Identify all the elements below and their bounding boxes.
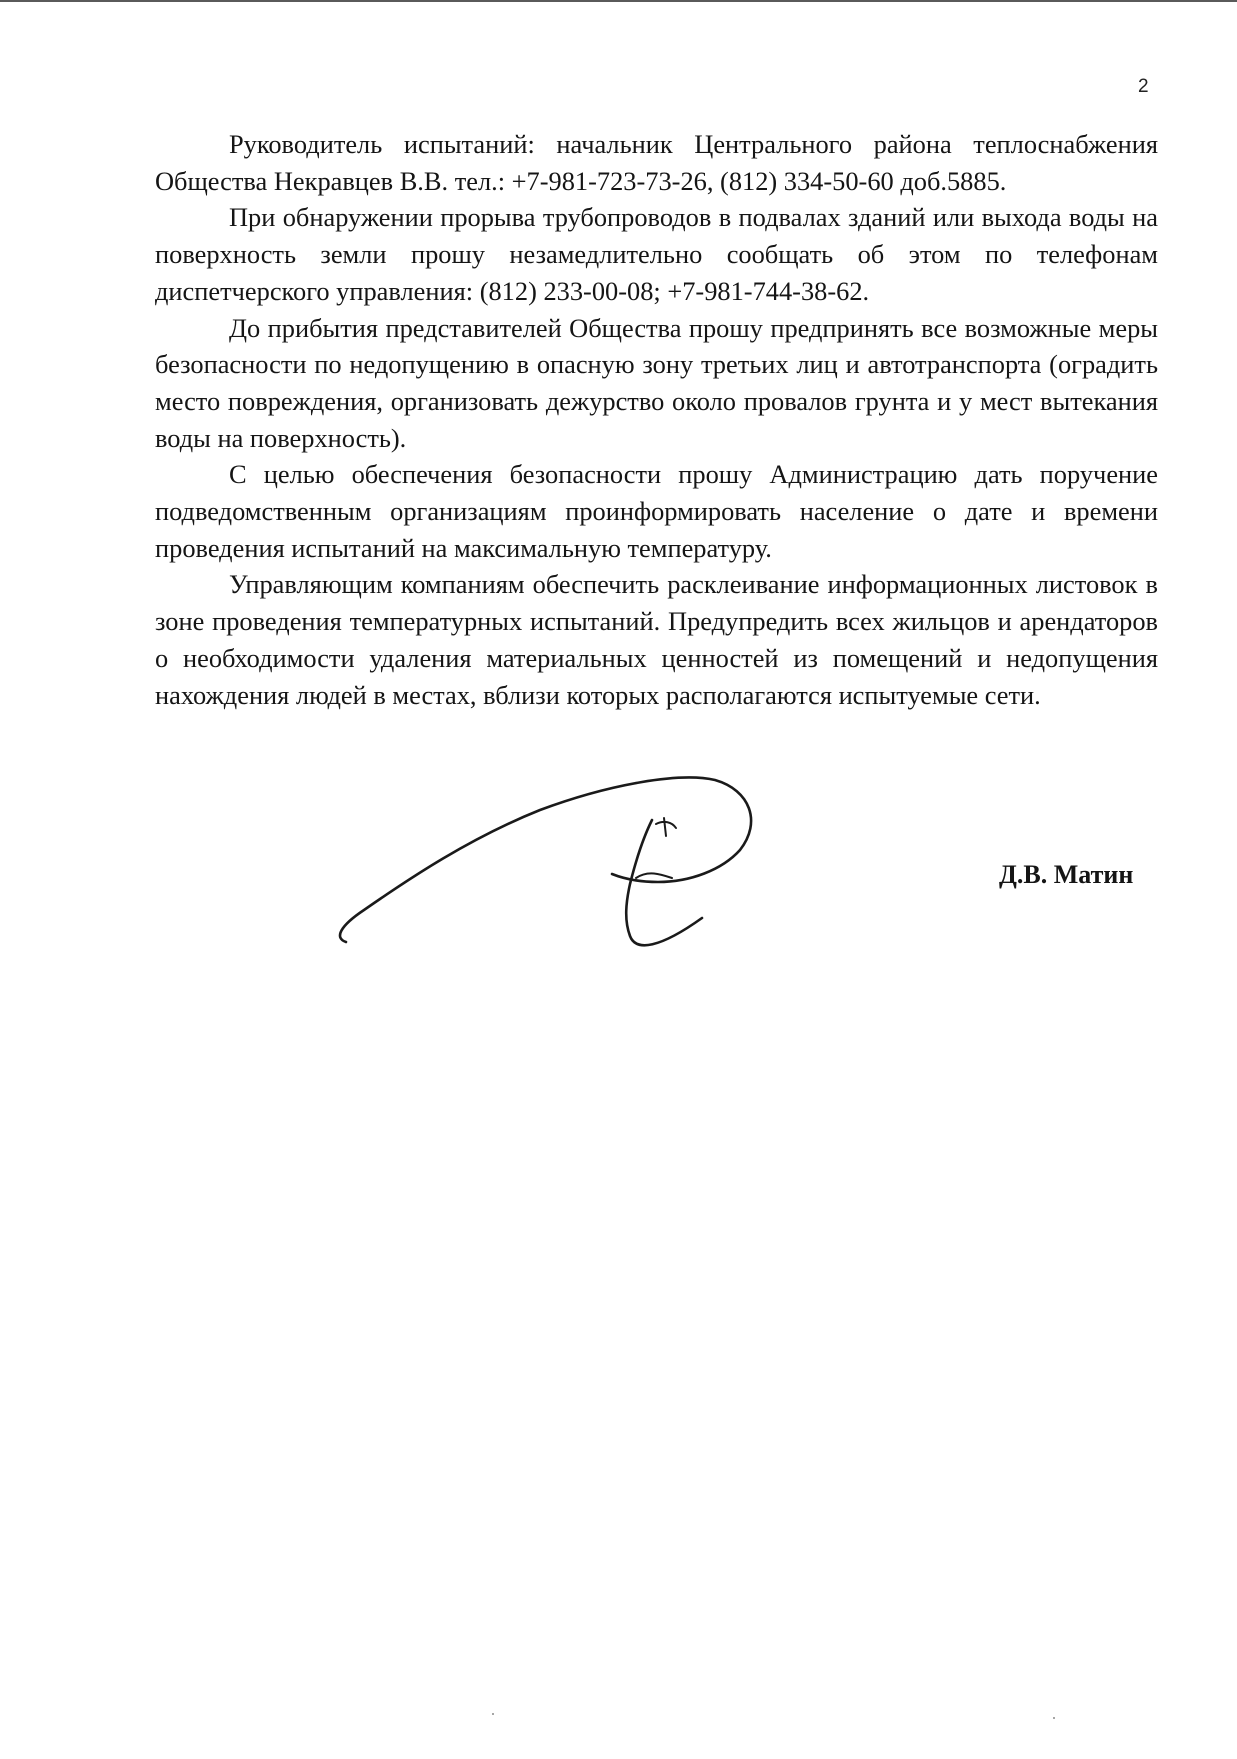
scan-edge (0, 0, 1237, 2)
signatory-name: Д.В. Матин (999, 860, 1134, 889)
signature-connector (636, 873, 672, 878)
page-number: 2 (1138, 76, 1149, 97)
paragraph-management-companies: Управляющим компаниям обеспечить расклеивание информационных листовок в зоне проведения температурных испытаний. Предупредить всех жильцов и арендаторов о необходимости удаления материальных ценностей из помещений и недопущения нахождения людей в местах, вблизи которых располагаются испытуемые сети. (155, 569, 1158, 710)
paragraph-test-supervisor: Руководитель испытаний: начальник Центрального района теплоснабжения Общества Некравцев В.В. тел.: +7-981-723-73-26, (812) 334-50-60 доб.5885. (155, 129, 1158, 196)
scan-speck (1053, 1717, 1055, 1719)
paragraph-administration-request: С целью обеспечения безопасности прошу Администрацию дать поручение подведомственным организациям проинформировать население о дате и времени проведения испытаний на максимальную температуру. (155, 459, 1158, 563)
signature-main-stroke (340, 778, 751, 942)
paragraph-safety-measures: До прибытия представителей Общества прошу предпринять все возможные меры безопасности по недопущению в опасную зону третьих лиц и автотранспорта (оградить место повреждения, организовать дежурство около провалов грунта и у мест вытекания воды на поверхность). (155, 312, 1158, 453)
paragraph-pipe-burst-report: При обнаружении прорыва трубопроводов в подвалах зданий или выхода воды на поверхность земли прошу незамедлительно сообщать об этом по телефонам диспетчерского управления: (812) 233-00-08; +7-981-744-38-62. (155, 202, 1158, 306)
handwritten-signature (330, 760, 790, 960)
signature-flourish (656, 818, 676, 836)
scan-speck (492, 1713, 494, 1715)
letter-body (155, 126, 1158, 713)
